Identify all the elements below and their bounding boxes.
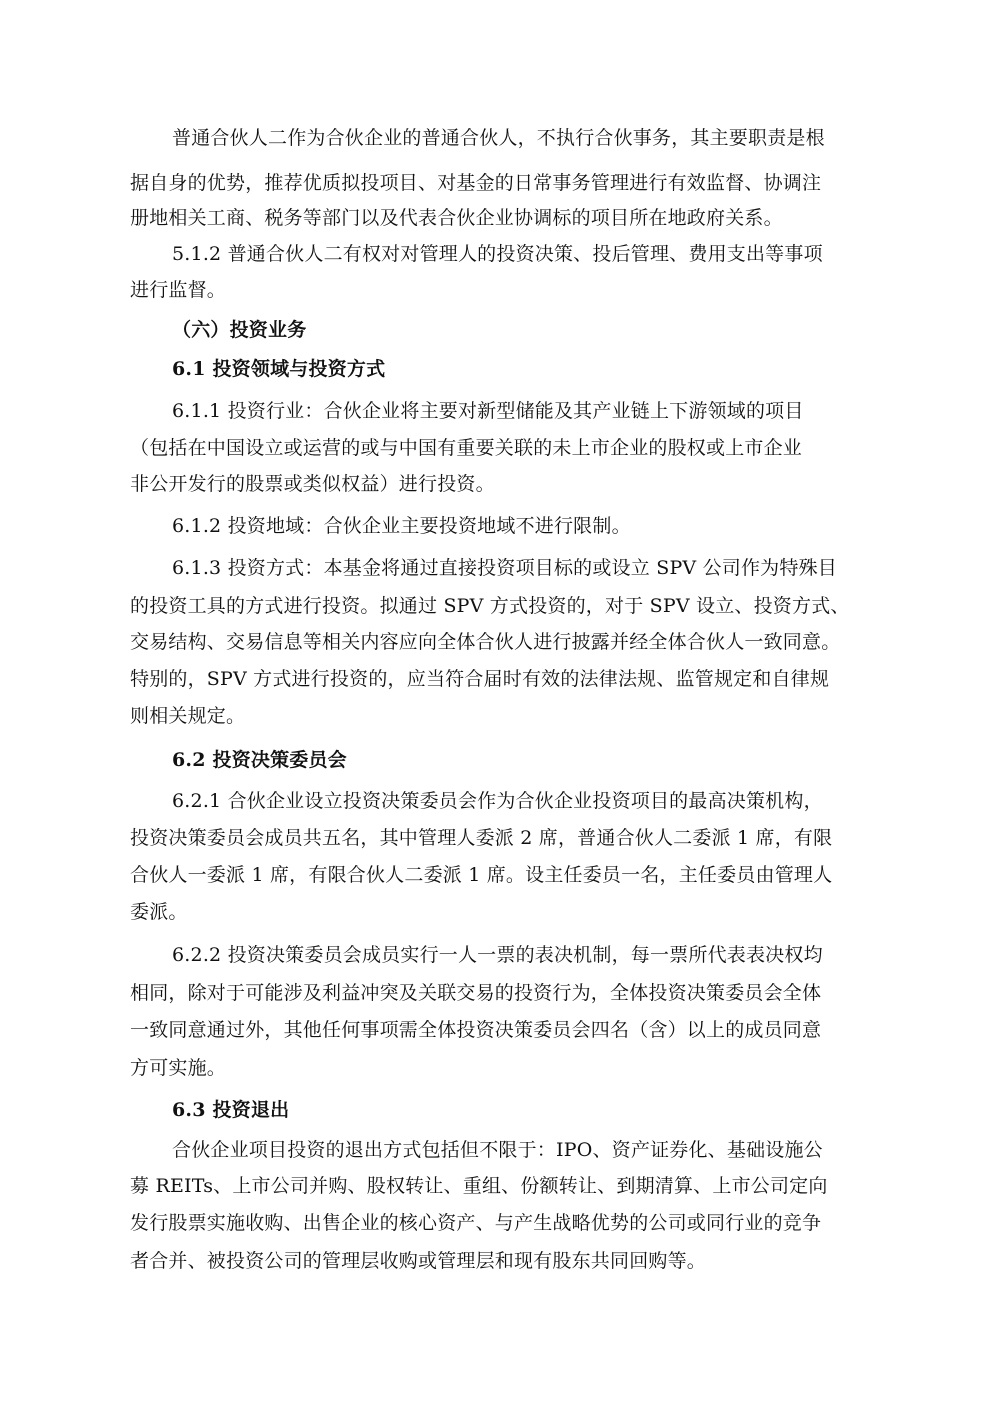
paragraph-line: 非公开发行的股票或类似权益）进行投资。 (130, 473, 495, 495)
paragraph-line: 合伙人一委派 1 席，有限合伙人二委派 1 席。设主任委员一名，主任委员由管理人 (130, 864, 833, 886)
paragraph-line: 者合并、被投资公司的管理层收购或管理层和现有股东共同回购等。 (130, 1250, 707, 1272)
paragraph-line: 相同，除对于可能涉及利益冲突及关联交易的投资行为，全体投资决策委员会全体 (130, 982, 822, 1004)
paragraph-line: 发行股票实施收购、出售企业的核心资产、与产生战略优势的公司或同行业的竞争 (130, 1212, 822, 1234)
paragraph-line: （包括在中国设立或运营的或与中国有重要关联的未上市企业的股权或上市企业 (130, 437, 803, 459)
paragraph-line: 6.2.2 投资决策委员会成员实行一人一票的表决机制，每一票所代表表决权均 (172, 944, 823, 966)
paragraph-line: 6.1.2 投资地域：合伙企业主要投资地域不进行限制。 (172, 515, 631, 537)
paragraph-line: 据自身的优势，推荐优质拟投项目、对基金的日常事务管理进行有效监督、协调注 (130, 172, 822, 194)
paragraph-line: 普通合伙人二作为合伙企业的普通合伙人，不执行合伙事务，其主要职责是根 (172, 127, 825, 149)
subsection-heading: 6.2 投资决策委员会 (172, 749, 347, 771)
paragraph-line: 则相关规定。 (130, 705, 246, 727)
paragraph-line: 进行监督。 (130, 279, 227, 301)
paragraph-line: 方可实施。 (130, 1057, 227, 1079)
paragraph-line: 投资决策委员会成员共五名，其中管理人委派 2 席，普通合伙人二委派 1 席，有限 (130, 827, 833, 849)
paragraph-line: 特别的，SPV 方式进行投资的，应当符合届时有效的法律法规、监管规定和自律规 (130, 668, 830, 690)
paragraph-line: 的投资工具的方式进行投资。拟通过 SPV 方式投资的，对于 SPV 设立、投资方式、 (130, 595, 850, 617)
paragraph-line: 委派。 (130, 901, 188, 923)
paragraph-line: 6.1.3 投资方式：本基金将通过直接投资项目标的或设立 SPV 公司作为特殊目 (172, 557, 837, 579)
paragraph-line: 册地相关工商、税务等部门以及代表合伙企业协调标的项目所在地政府关系。 (130, 207, 783, 229)
paragraph-line: 募 REITs、上市公司并购、股权转让、重组、份额转让、到期清算、上市公司定向 (130, 1175, 828, 1197)
section-heading: （六）投资业务 (172, 319, 307, 341)
paragraph-line: 合伙企业项目投资的退出方式包括但不限于：IPO、资产证券化、基础设施公 (172, 1139, 823, 1161)
subsection-heading: 6.1 投资领域与投资方式 (172, 358, 386, 380)
paragraph-line: 6.1.1 投资行业：合伙企业将主要对新型储能及其产业链上下游领域的项目 (172, 400, 804, 422)
paragraph-line: 5.1.2 普通合伙人二有权对对管理人的投资决策、投后管理、费用支出等事项 (172, 243, 823, 265)
paragraph-line: 交易结构、交易信息等相关内容应向全体合伙人进行披露并经全体合伙人一致同意。 (130, 631, 841, 653)
subsection-heading: 6.3 投资退出 (172, 1099, 290, 1121)
paragraph-line: 6.2.1 合伙企业设立投资决策委员会作为合伙企业投资项目的最高决策机构， (172, 790, 823, 812)
paragraph-line: 一致同意通过外，其他任何事项需全体投资决策委员会四名（含）以上的成员同意 (130, 1019, 822, 1041)
